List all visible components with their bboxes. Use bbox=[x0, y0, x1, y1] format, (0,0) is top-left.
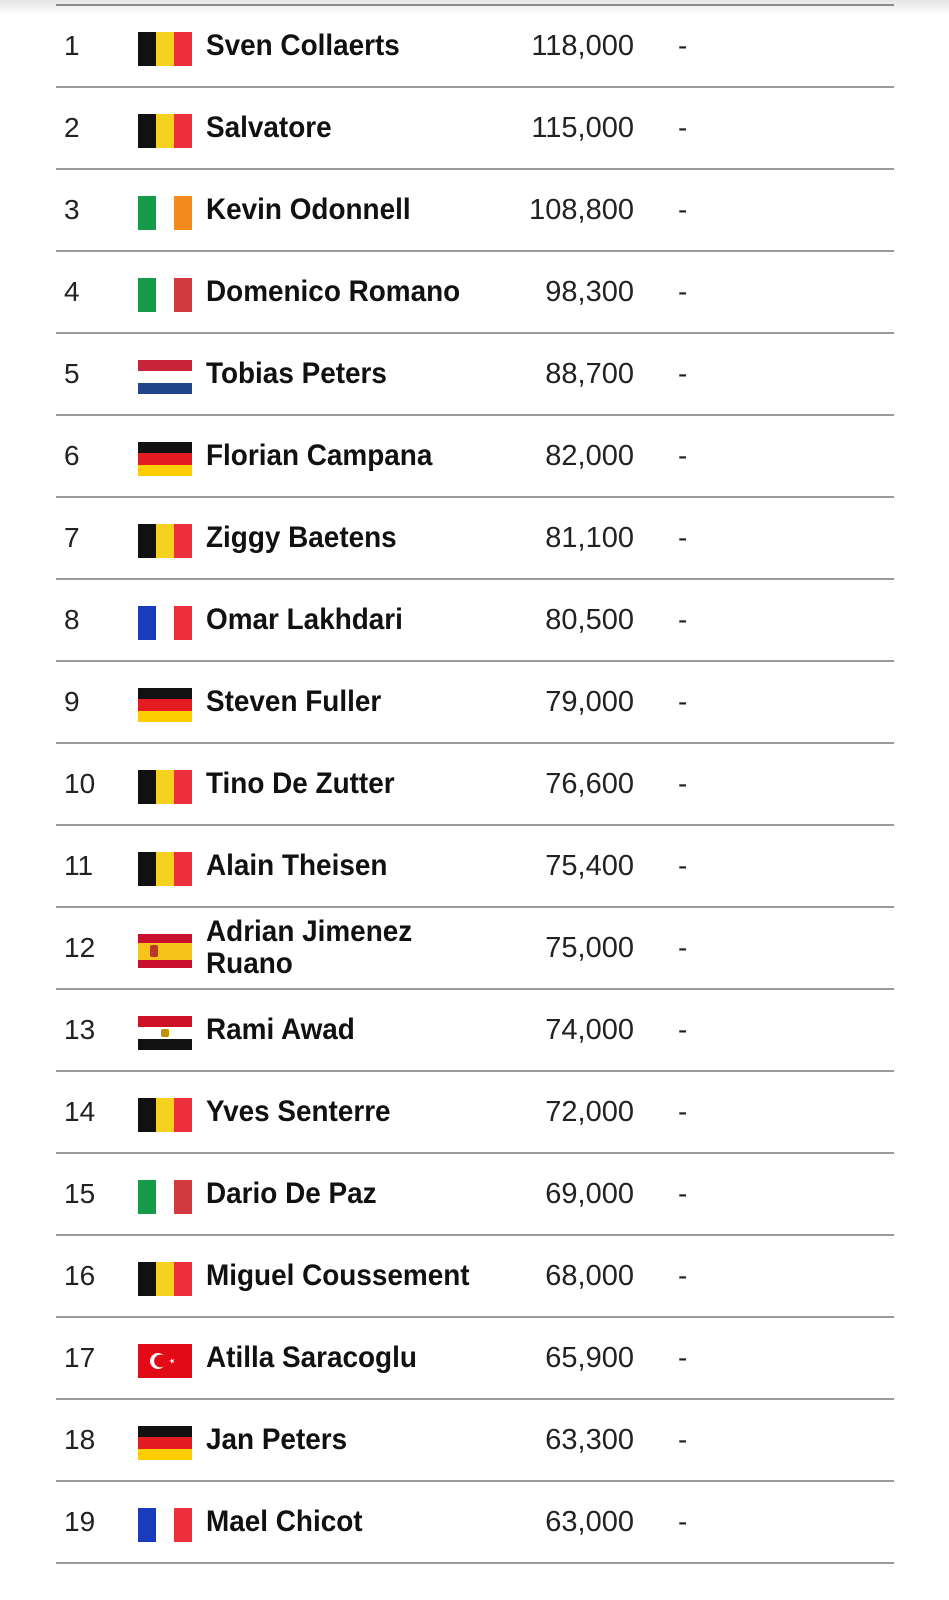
points-value: 118,000 bbox=[531, 30, 634, 62]
player-name[interactable]: Salvatore bbox=[206, 111, 332, 144]
points-value: 79,000 bbox=[545, 686, 634, 718]
germany-flag-icon bbox=[138, 688, 192, 722]
points-value: 74,000 bbox=[545, 1014, 634, 1046]
belgium-flag-icon bbox=[138, 770, 192, 804]
table-row[interactable] bbox=[56, 6, 894, 88]
rank-change: - bbox=[678, 522, 688, 553]
table-row[interactable] bbox=[56, 580, 894, 662]
rank-change: - bbox=[678, 850, 688, 881]
rank-number: 10 bbox=[64, 768, 96, 799]
belgium-flag-icon bbox=[138, 32, 192, 66]
rank-change: - bbox=[678, 1178, 688, 1209]
player-name[interactable]: Miguel Coussement bbox=[206, 1259, 470, 1292]
table-row[interactable] bbox=[56, 1482, 894, 1564]
germany-flag-icon bbox=[138, 442, 192, 476]
france-flag-icon bbox=[138, 1508, 192, 1542]
table-row[interactable] bbox=[56, 334, 894, 416]
ireland-flag-icon bbox=[138, 196, 192, 230]
spain-flag-icon bbox=[138, 934, 192, 968]
player-name[interactable]: Florian Campana bbox=[206, 439, 433, 472]
rank-number: 19 bbox=[64, 1506, 96, 1537]
italy-flag-icon bbox=[138, 278, 192, 312]
rank-number: 14 bbox=[64, 1096, 96, 1127]
table-row[interactable] bbox=[56, 990, 894, 1072]
rank-number: 7 bbox=[64, 522, 80, 553]
player-name[interactable]: Steven Fuller bbox=[206, 685, 382, 718]
points-value: 72,000 bbox=[545, 1096, 634, 1128]
player-name[interactable]: Rami Awad bbox=[206, 1013, 355, 1046]
rank-number: 4 bbox=[64, 276, 80, 307]
points-value: 63,300 bbox=[545, 1424, 634, 1456]
points-value: 68,000 bbox=[545, 1260, 634, 1292]
belgium-flag-icon bbox=[138, 852, 192, 886]
player-name[interactable]: Jan Peters bbox=[206, 1423, 348, 1456]
points-value: 98,300 bbox=[545, 276, 634, 308]
belgium-flag-icon bbox=[138, 1098, 192, 1132]
belgium-flag-icon bbox=[138, 114, 192, 148]
table-row[interactable] bbox=[56, 88, 894, 170]
rank-change: - bbox=[678, 686, 688, 717]
player-name[interactable]: Dario De Paz bbox=[206, 1177, 377, 1210]
rank-number: 17 bbox=[64, 1342, 96, 1373]
netherlands-flag-icon bbox=[138, 360, 192, 394]
table-row[interactable] bbox=[56, 1154, 894, 1236]
table-row[interactable] bbox=[56, 498, 894, 580]
table-row[interactable] bbox=[56, 170, 894, 252]
rank-change: - bbox=[678, 358, 688, 389]
rank-number: 15 bbox=[64, 1178, 96, 1209]
egypt-flag-icon bbox=[138, 1016, 192, 1050]
turkey-flag-icon bbox=[138, 1344, 192, 1378]
table-row[interactable] bbox=[56, 1400, 894, 1482]
rank-change: - bbox=[678, 194, 688, 225]
table-row[interactable] bbox=[56, 662, 894, 744]
points-value: 115,000 bbox=[531, 112, 634, 144]
points-value: 88,700 bbox=[545, 358, 634, 390]
table-row[interactable] bbox=[56, 908, 894, 990]
points-value: 76,600 bbox=[545, 768, 634, 800]
points-value: 81,100 bbox=[545, 522, 634, 554]
rankings-table bbox=[56, 4, 894, 1564]
table-row[interactable] bbox=[56, 826, 894, 908]
table-row[interactable] bbox=[56, 416, 894, 498]
rank-change: - bbox=[678, 1096, 688, 1127]
rank-change: - bbox=[678, 1424, 688, 1455]
table-row[interactable] bbox=[56, 1072, 894, 1154]
rank-change: - bbox=[678, 276, 688, 307]
rank-number: 2 bbox=[64, 112, 80, 143]
player-name[interactable]: Adrian Jimenez Ruano bbox=[206, 915, 413, 980]
table-row[interactable] bbox=[56, 1318, 894, 1400]
rank-change: - bbox=[678, 1342, 688, 1373]
points-value: 65,900 bbox=[545, 1342, 634, 1374]
points-value: 69,000 bbox=[545, 1178, 634, 1210]
player-name[interactable]: Yves Senterre bbox=[206, 1095, 391, 1128]
player-name[interactable]: Alain Theisen bbox=[206, 849, 388, 882]
player-name[interactable]: Domenico Romano bbox=[206, 275, 461, 308]
points-value: 75,400 bbox=[545, 850, 634, 882]
rank-change: - bbox=[678, 440, 688, 471]
belgium-flag-icon bbox=[138, 524, 192, 558]
rank-change: - bbox=[678, 604, 688, 635]
points-value: 75,000 bbox=[545, 932, 634, 964]
player-name[interactable]: Omar Lakhdari bbox=[206, 603, 403, 636]
france-flag-icon bbox=[138, 606, 192, 640]
table-row[interactable] bbox=[56, 252, 894, 334]
rank-change: - bbox=[678, 1014, 688, 1045]
player-name[interactable]: Ziggy Baetens bbox=[206, 521, 397, 554]
player-name[interactable]: Tino De Zutter bbox=[206, 767, 395, 800]
rank-number: 18 bbox=[64, 1424, 96, 1455]
rank-number: 9 bbox=[64, 686, 80, 717]
rank-number: 5 bbox=[64, 358, 80, 389]
rank-change: - bbox=[678, 112, 688, 143]
points-value: 80,500 bbox=[545, 604, 634, 636]
rank-change: - bbox=[678, 1506, 688, 1537]
rank-number: 1 bbox=[64, 30, 80, 61]
rank-number: 16 bbox=[64, 1260, 96, 1291]
rank-number: 3 bbox=[64, 194, 80, 225]
rank-change: - bbox=[678, 30, 688, 61]
rank-change: - bbox=[678, 932, 688, 963]
rank-change: - bbox=[678, 768, 688, 799]
player-name[interactable]: Sven Collaerts bbox=[206, 29, 400, 62]
rank-number: 12 bbox=[64, 932, 96, 963]
belgium-flag-icon bbox=[138, 1262, 192, 1296]
points-value: 82,000 bbox=[545, 440, 634, 472]
italy-flag-icon bbox=[138, 1180, 192, 1214]
points-value: 63,000 bbox=[545, 1506, 634, 1538]
player-name[interactable]: Tobias Peters bbox=[206, 357, 387, 390]
germany-flag-icon bbox=[138, 1426, 192, 1460]
rank-number: 13 bbox=[64, 1014, 96, 1045]
rank-change: - bbox=[678, 1260, 688, 1291]
player-name[interactable]: Mael Chicot bbox=[206, 1505, 363, 1538]
table-row[interactable] bbox=[56, 744, 894, 826]
player-name[interactable]: Kevin Odonnell bbox=[206, 193, 411, 226]
rank-number: 11 bbox=[64, 850, 94, 881]
table-row[interactable] bbox=[56, 1236, 894, 1318]
player-name[interactable]: Atilla Saracoglu bbox=[206, 1341, 417, 1374]
rank-number: 6 bbox=[64, 440, 80, 471]
points-value: 108,800 bbox=[529, 194, 634, 226]
rank-number: 8 bbox=[64, 604, 80, 635]
